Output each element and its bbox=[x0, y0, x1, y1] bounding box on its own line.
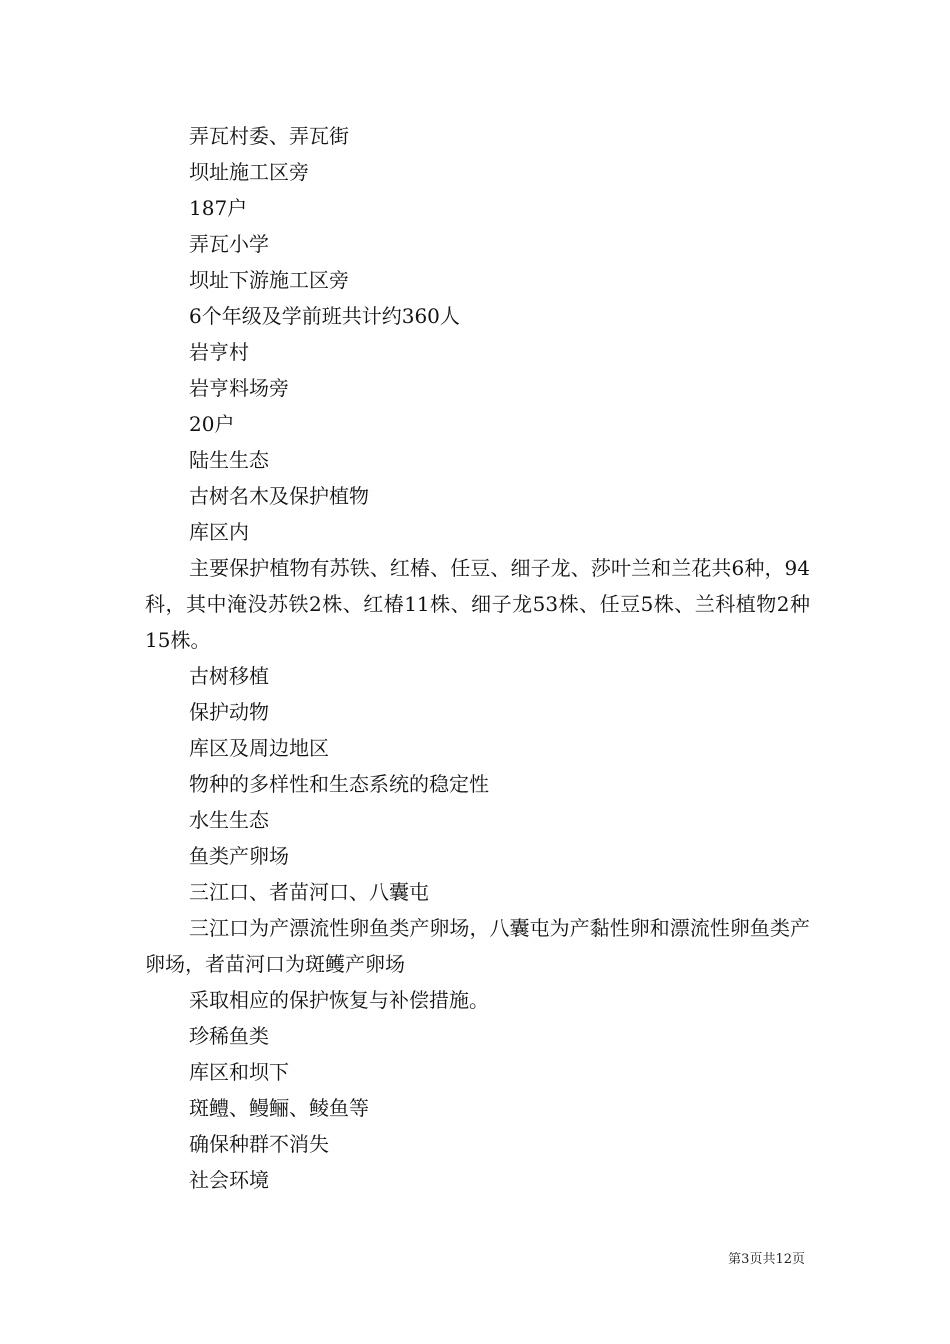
text-line: 库区和坝下 bbox=[189, 1060, 289, 1084]
document-body bbox=[145, 118, 810, 1198]
paragraph-spawning-grounds: 三江口为产漂流性卵鱼类产卵场，八囊屯为产黏性卵和漂流性卵鱼类产卵场，者苗河口为斑鳠产卵场 bbox=[145, 916, 810, 976]
text-line: 库区内 bbox=[189, 520, 249, 544]
text-line: 三江口、者苗河口、八囊屯 bbox=[189, 880, 429, 904]
text-line: 确保种群不消失 bbox=[189, 1132, 329, 1156]
text-line: 弄瓦小学 bbox=[189, 232, 269, 256]
text-line: 鱼类产卵场 bbox=[189, 844, 289, 868]
text-line: 社会环境 bbox=[189, 1168, 269, 1192]
text-line: 坝址下游施工区旁 bbox=[189, 268, 349, 292]
page-footer: 第3页共12页 bbox=[728, 1252, 805, 1267]
text-line: 物种的多样性和生态系统的稳定性 bbox=[189, 772, 489, 796]
text-line: 陆生生态 bbox=[189, 448, 269, 472]
paragraph-protected-plants: 主要保护植物有苏铁、红椿、任豆、细子龙、莎叶兰和兰花共6种，94科，其中淹没苏铁2株、红椿11株、细子龙53株、任豆5株、兰科植物2种15株。 bbox=[145, 556, 810, 652]
text-line: 斑鳢、鳗鲡、鲮鱼等 bbox=[189, 1096, 369, 1120]
text-line: 珍稀鱼类 bbox=[189, 1024, 269, 1048]
text-line: 岩亨村 bbox=[189, 340, 249, 364]
text-line: 水生生态 bbox=[189, 808, 269, 832]
text-line: 坝址施工区旁 bbox=[189, 160, 309, 184]
text-line: 保护动物 bbox=[189, 700, 269, 724]
text-line: 6个年级及学前班共计约360人 bbox=[189, 304, 460, 328]
text-line: 187户 bbox=[189, 196, 248, 220]
text-line: 弄瓦村委、弄瓦街 bbox=[189, 124, 349, 148]
text-line: 古树移植 bbox=[189, 664, 269, 688]
text-line: 20户 bbox=[189, 412, 235, 436]
text-line: 库区及周边地区 bbox=[189, 736, 329, 760]
text-line: 岩亨料场旁 bbox=[189, 376, 289, 400]
text-line: 采取相应的保护恢复与补偿措施。 bbox=[189, 988, 489, 1012]
text-line: 古树名木及保护植物 bbox=[189, 484, 369, 508]
